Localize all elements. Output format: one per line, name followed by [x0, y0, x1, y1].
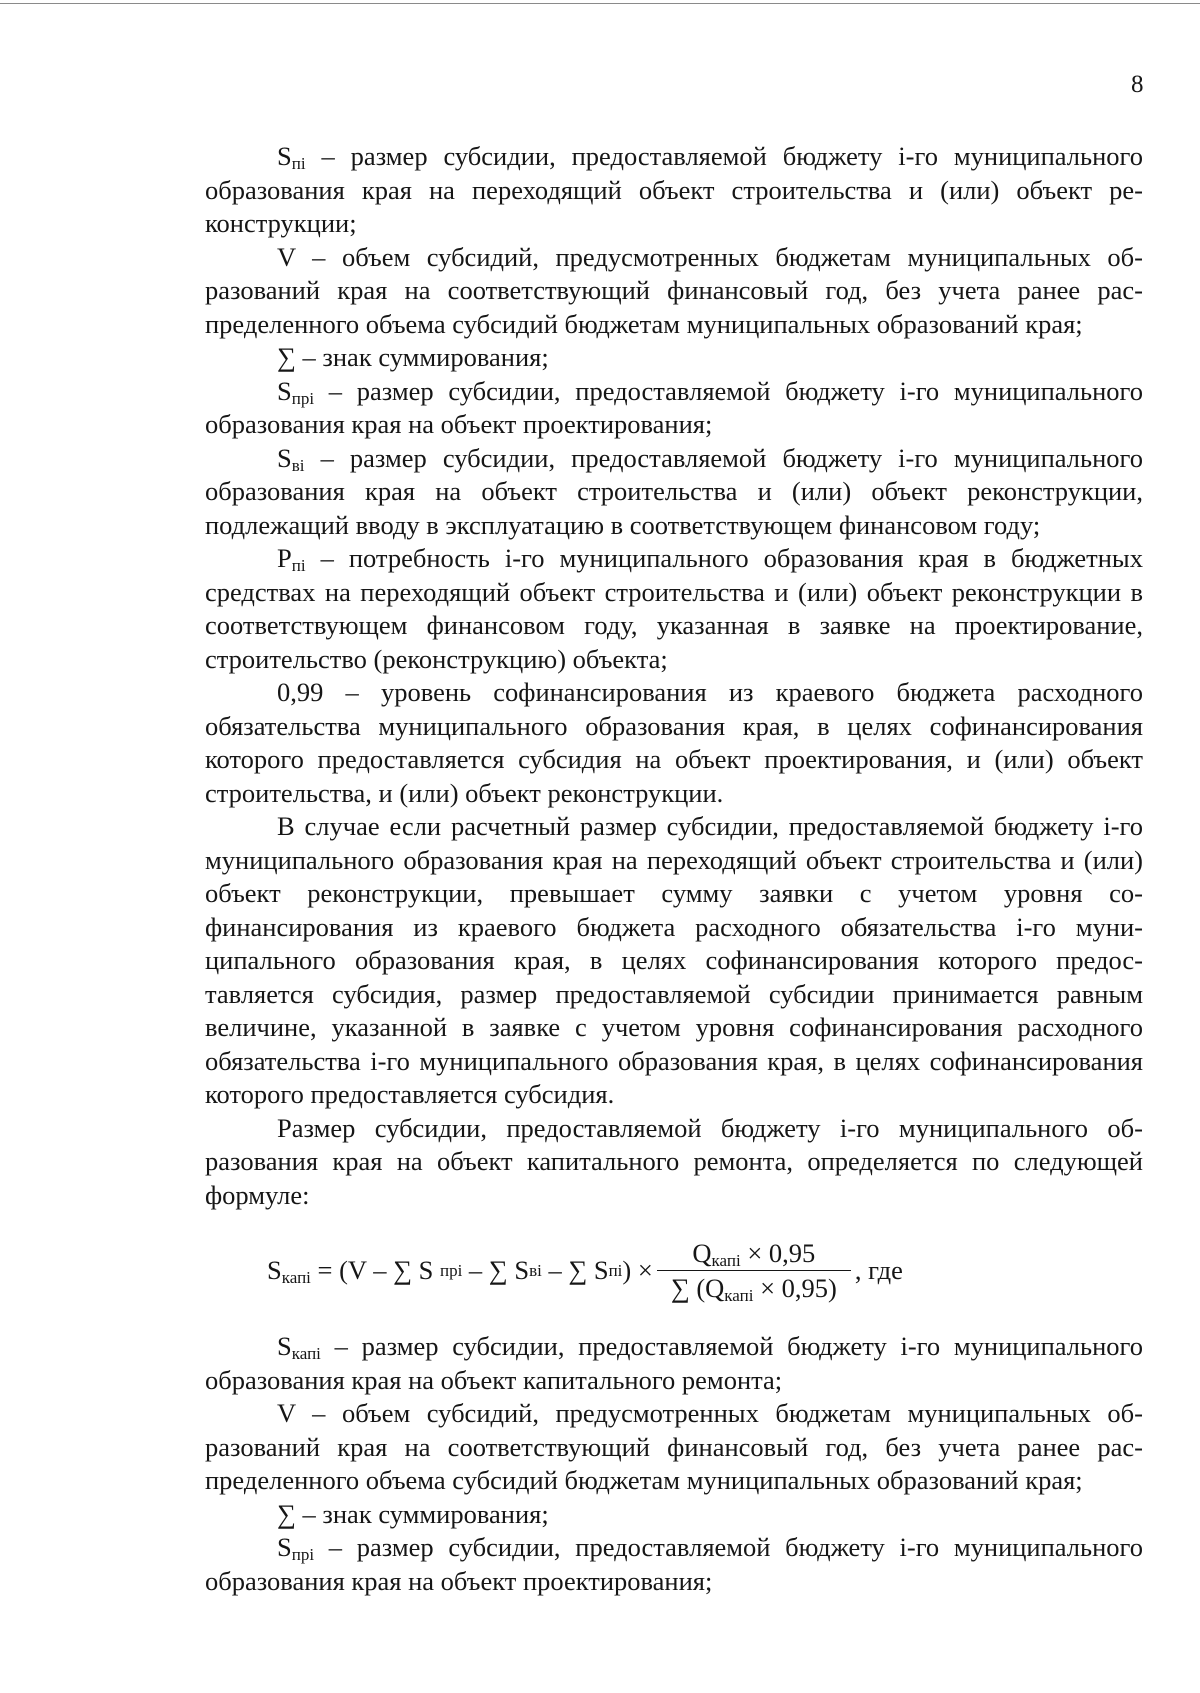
- definitions-block-2: [205, 1330, 1143, 1598]
- paragraph-text: – размер субсидии, предоставляемой бюджету i-го муниципального образования края на переходящий объект строительства и (или) объект реконструкции;: [205, 141, 1143, 238]
- term-symbol: S: [277, 1331, 292, 1361]
- paragraph: [205, 341, 1143, 375]
- term-subscript: пi: [291, 154, 306, 173]
- paragraph-text: 0,99 – уровень софинансирования из краевого бюджета расходного обязательства муниципального образования края, в целях софинансирования которого предоставляется субсидия на объект проектирования, и (или) объект строительства, и (или) объект реконструкции.: [205, 677, 1143, 808]
- formula-rhs-part4: ) ×: [622, 1254, 653, 1285]
- paragraph: [205, 542, 1143, 676]
- paragraph: [205, 1498, 1143, 1532]
- term-symbol: S: [277, 1532, 292, 1562]
- paragraph-text: – размер субсидии, предоставляемой бюджету i-го муниципального образования края на объект капитального ремонта;: [205, 1331, 1143, 1395]
- paragraph-text: – потребность i-го муниципального образования края в бюджетных средствах на переходящий объект строительства и (или) объект реконструкции в соответствующем финансовом году, указанная в заявке на проектирование, строительство (реконструкцию) объекта;: [205, 543, 1143, 674]
- paragraph-text: V – объем субсидий, предусмотренных бюджетам муниципальных образований края на соответствующий финансовый год, без учета ранее распределенного объема субсидий бюджетам муниципальных образований края;: [205, 1398, 1143, 1495]
- formula-lhs: $S_{капi}$: [267, 1254, 311, 1287]
- formula-expression: $S_{капi}$ = (V – ∑ S прi – ∑ S вi – ∑ S пi ) × $\frac{Q_{капi} \times 0,95}{\sum (Q_{капi} \times 0,95)}$ , где: [267, 1238, 903, 1305]
- definitions-block-1: [205, 140, 1143, 1212]
- paragraph: [205, 1330, 1143, 1397]
- term-symbol: P: [277, 543, 292, 573]
- paragraph: [205, 810, 1143, 1112]
- document-body: [205, 140, 1143, 1598]
- paragraph-text: – размер субсидии, предоставляемой бюджету i-го муниципального образования края на объект проектирования;: [205, 1532, 1143, 1596]
- fraction-denominator: ∑ $(Q_{капi} \times 0,95)$: [657, 1270, 851, 1303]
- top-rule: [0, 3, 1200, 4]
- capital-repair-formula: [205, 1218, 1143, 1326]
- paragraph-text: V – объем субсидий, предусмотренных бюджетам муниципальных образований края на соответствующий финансовый год, без учета ранее распределенного объема субсидий бюджетам муниципальных образований края;: [205, 241, 1143, 339]
- formula-suffix: , где: [854, 1254, 903, 1285]
- term-symbol: S: [277, 442, 292, 473]
- term-subscript: вi: [291, 455, 305, 475]
- term-symbol: S: [277, 375, 292, 406]
- paragraph: [205, 442, 1143, 543]
- paragraph: [205, 375, 1143, 442]
- paragraph-text: – знак суммирования;: [295, 342, 549, 372]
- formula-rhs-part1: = (V – ∑ S: [310, 1254, 440, 1285]
- paragraph-text: – знак суммирования;: [295, 1498, 549, 1529]
- fraction-numerator: $Q_{капi} \times 0,95$: [692, 1238, 816, 1270]
- paragraph: [205, 140, 1143, 241]
- formula-rhs-part2: – ∑ S: [462, 1254, 530, 1285]
- paragraph-text: Размер субсидии, предоставляемой бюджету i-го муниципального образования края на объект капитального ремонта, определяется по следующей формуле:: [205, 1112, 1143, 1210]
- term-subscript: прi: [291, 1545, 315, 1564]
- term-subscript: прi: [291, 388, 315, 408]
- term-symbol: ∑: [277, 1498, 296, 1529]
- term-subscript: капi: [291, 1344, 321, 1363]
- page-number: 8: [1131, 71, 1144, 98]
- paragraph: [205, 676, 1143, 810]
- term-subscript: пi: [291, 556, 306, 575]
- paragraph: [205, 241, 1143, 342]
- paragraph-text: В случае если расчетный размер субсидии, предоставляемой бюджету i-го муниципального образования края на переходящий объект строительства и (или) объект реконструкции, превышает сумму заявки с учетом уровня софинансирования из краевого бюджета расходного обязательства i-го муниципального образования края, в целях софинансирования которого предоставляется субсидия, размер предоставляемой субсидии принимается равным величине, указанной в заявке с учетом уровня софинансирования расходного обязательства i-го муниципального образования края, в целях софинансирования которого предоставляется субсидия.: [205, 811, 1143, 1109]
- formula-rhs-part3: – ∑ S: [541, 1254, 609, 1285]
- paragraph-text: – размер субсидии, предоставляемой бюджету i-го муниципального образования края на объект проектирования;: [205, 375, 1143, 439]
- term-symbol: S: [277, 141, 292, 171]
- paragraph: [205, 1112, 1143, 1213]
- term-symbol: ∑: [277, 342, 296, 372]
- paragraph: [205, 1531, 1143, 1598]
- formula-fraction: [657, 1238, 851, 1303]
- paragraph-text: – размер субсидии, предоставляемой бюджету i-го муниципального образования края на объект строительства и (или) объект реконструкции, подлежащий вводу в эксплуатацию в соответствующем финансовом году;: [205, 442, 1143, 540]
- paragraph: [205, 1397, 1143, 1498]
